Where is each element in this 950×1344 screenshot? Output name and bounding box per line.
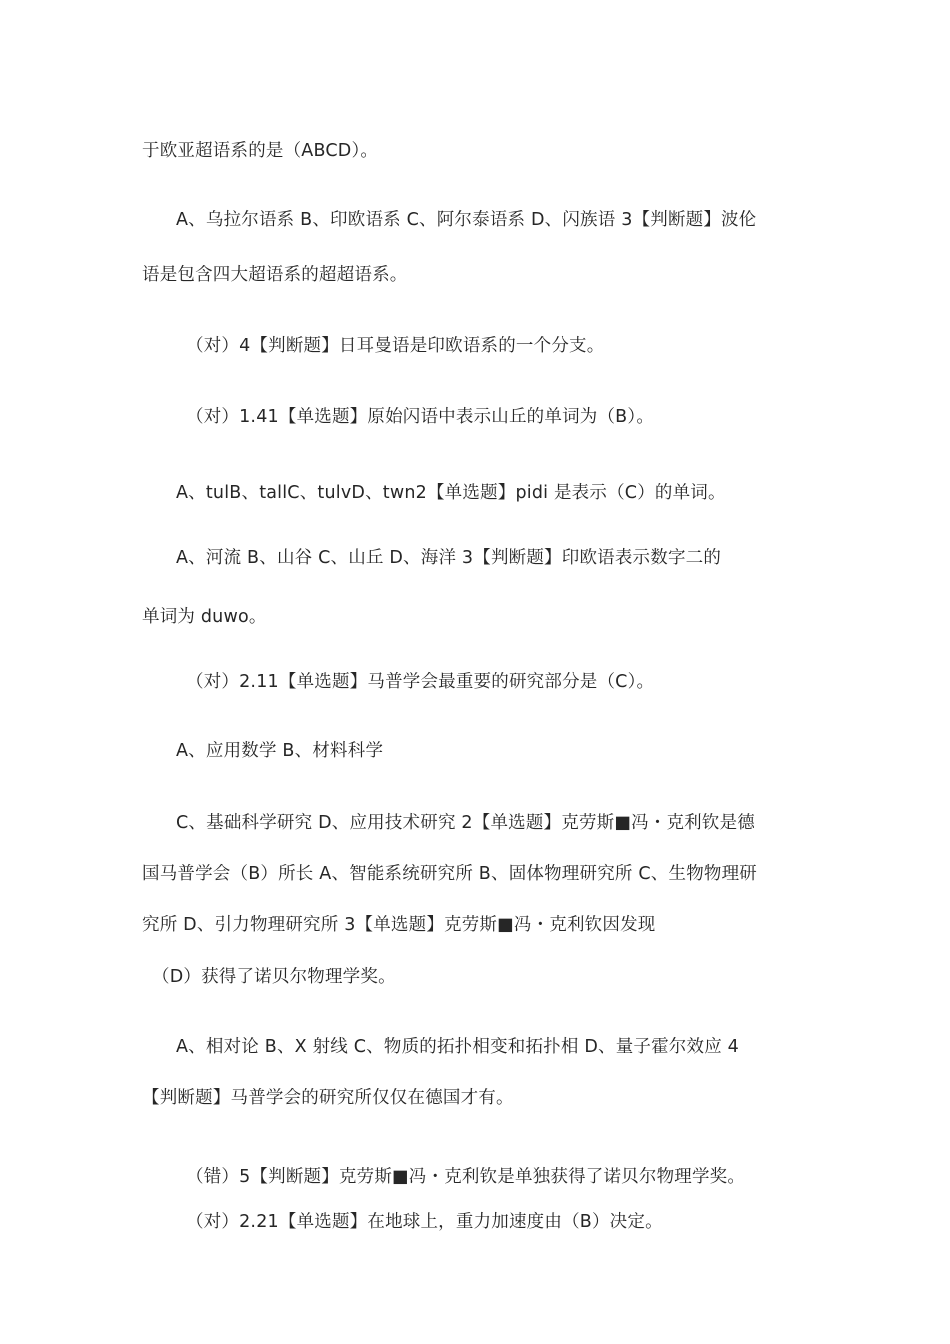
text-line: 【判断题】马普学会的研究所仅仅在德国才有。 (142, 1088, 514, 1108)
text-line: （D）获得了诺贝尔物理学奖。 (152, 967, 396, 987)
text-line: 究所 D、引力物理研究所 3【单选题】克劳斯■冯・克利钦因发现 (142, 915, 656, 935)
text-line: 国马普学会（B）所长 A、智能系统研究所 B、固体物理研究所 C、生物物理研 (142, 864, 757, 884)
text-line: （对）4【判断题】日耳曼语是印欧语系的一个分支。 (186, 336, 605, 356)
text-line: （对）1.41【单选题】原始闪语中表示山丘的单词为（B）。 (186, 407, 655, 427)
text-line: A、乌拉尔语系 B、印欧语系 C、阿尔泰语系 D、闪族语 3【判断题】波伦 (176, 210, 757, 230)
text-line: 于欧亚超语系的是（ABCD）。 (142, 141, 379, 161)
text-line: 语是包含四大超语系的超超语系。 (142, 265, 408, 285)
text-line: （对）2.21【单选题】在地球上，重力加速度由（B）决定。 (186, 1212, 663, 1232)
text-line: A、相对论 B、X 射线 C、物质的拓扑相变和拓扑相 D、量子霍尔效应 4 (176, 1037, 740, 1057)
text-line: A、应用数学 B、材料科学 (176, 741, 384, 761)
text-line: A、tulB、tallC、tulvD、twn2【单选题】pidi 是表示（C）的单词。 (176, 483, 726, 503)
text-line: （对）2.11【单选题】马普学会最重要的研究部分是（C）。 (186, 672, 655, 692)
text-line: 单词为 duwo。 (142, 607, 267, 627)
text-line: C、基础科学研究 D、应用技术研究 2【单选题】克劳斯■冯・克利钦是德 (176, 813, 755, 833)
text-line: （错）5【判断题】克劳斯■冯・克利钦是单独获得了诺贝尔物理学奖。 (186, 1167, 746, 1187)
text-line: A、河流 B、山谷 C、山丘 D、海洋 3【判断题】印欧语表示数字二的 (176, 548, 722, 568)
